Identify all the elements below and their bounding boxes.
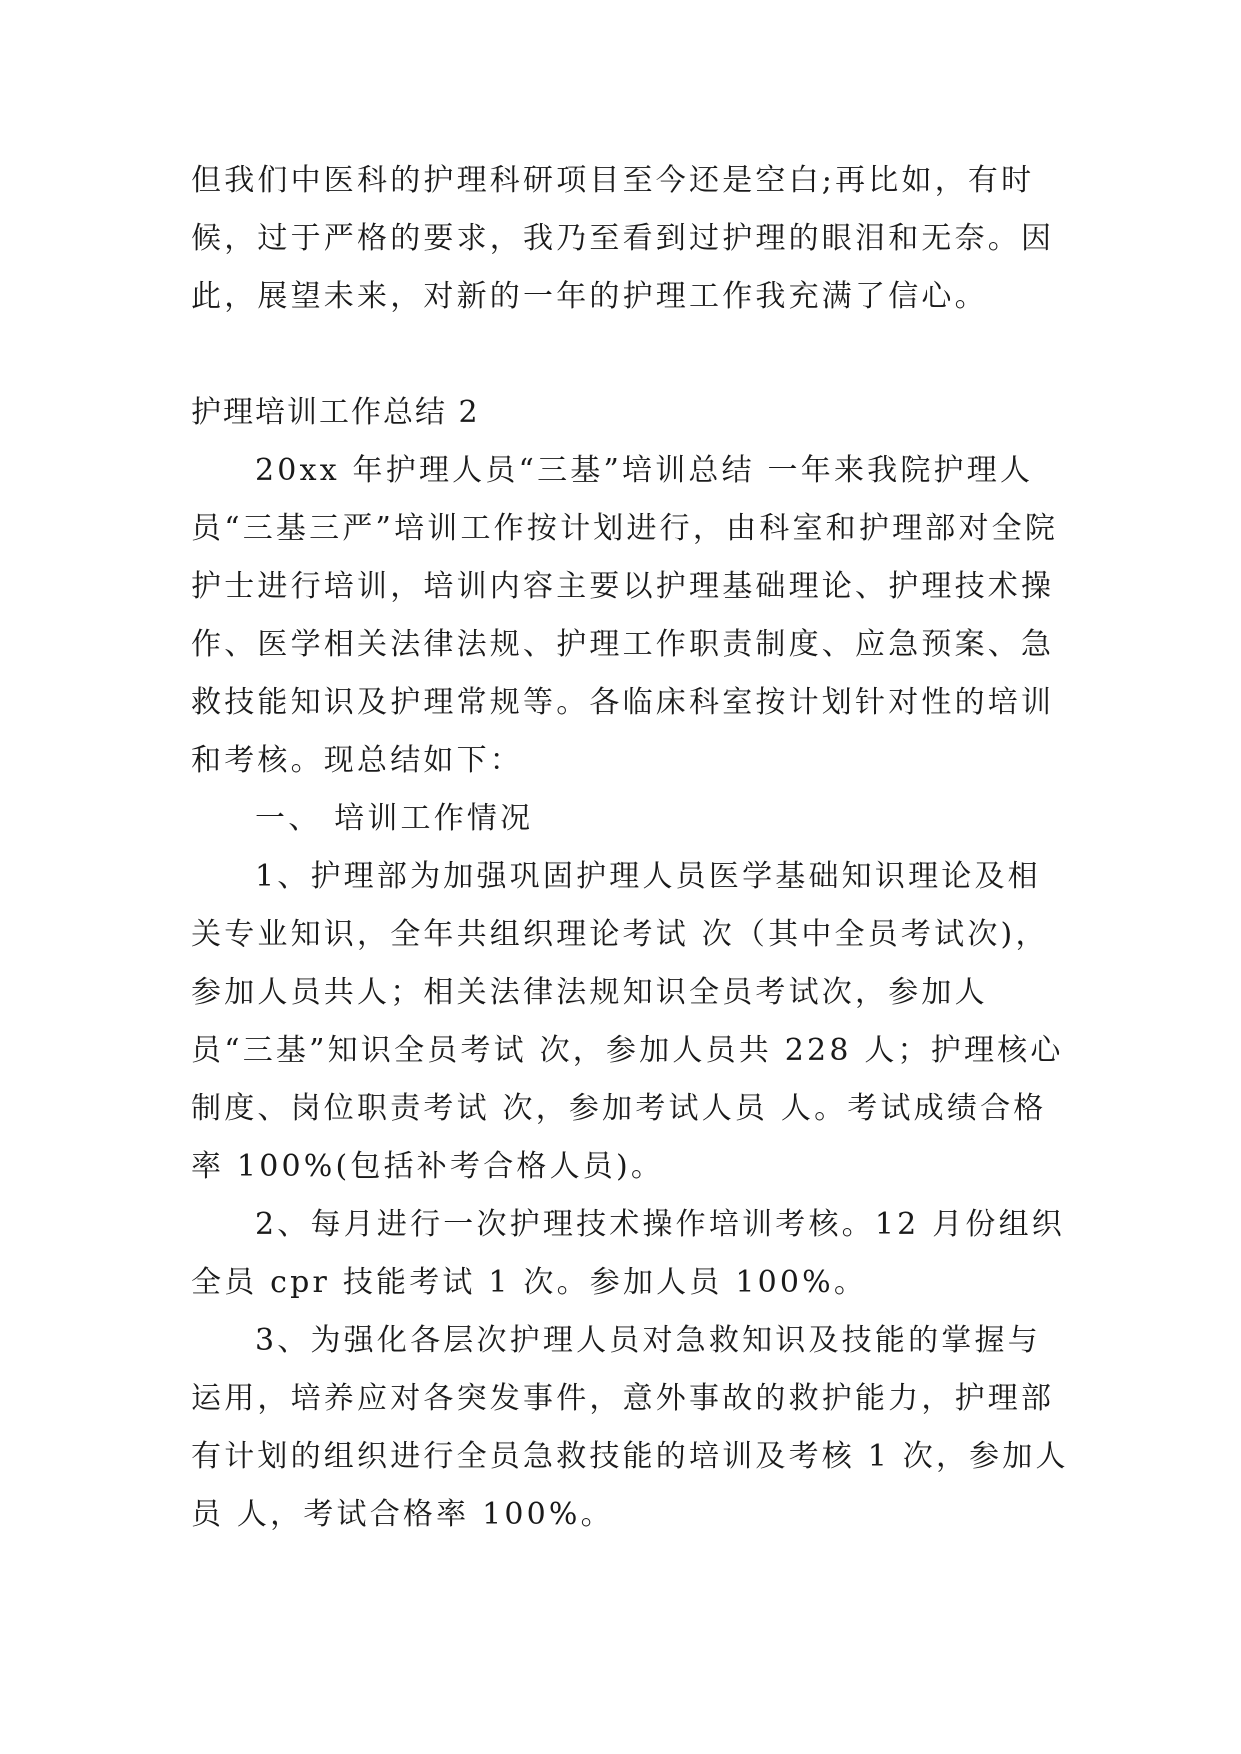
paragraph-item-1: 1、护理部为加强巩固护理人员医学基础知识理论及相关专业知识，全年共组织理论考试 次（其中全员考试次)，参加人员共人；相关法律法规知识全员考试次，参加人员“三基”知识全员考试 次，参加人员共 228 人；护理核心制度、岗位职责考试 次，参加考试人员 人。考试成绩合格率 100%(包括补考合格人员)。 bbox=[191, 859, 1064, 1184]
paragraph-item-2: 2、每月进行一次护理技术操作培训考核。12 月份组织全员 cpr 技能考试 1 次。参加人员 100%。 bbox=[191, 1207, 1065, 1300]
document-body bbox=[191, 152, 1071, 1544]
paragraph-intro: 20xx 年护理人员“三基”培训总结 一年来我院护理人员“三基三严”培训工作按计划进行，由科室和护理部对全院护士进行培训，培训内容主要以护理基础理论、护理技术操作、医学相关法律法规、护理工作职责制度、应急预案、急救技能知识及护理常规等。各临床科室按计划针对性的培训和考核。现总结如下： bbox=[191, 453, 1059, 778]
paragraph-conclusion: 但我们中医科的护理科研项目至今还是空白;再比如，有时候，过于严格的要求，我乃至看到过护理的眼泪和无奈。因此，展望未来，对新的一年的护理工作我充满了信心。 bbox=[191, 163, 1055, 314]
paragraph-item-3: 3、为强化各层次护理人员对急救知识及技能的掌握与运用，培养应对各突发事件，意外事故的救护能力，护理部有计划的组织进行全员急救技能的培训及考核 1 次，参加人员 人，考试合格率 100%。 bbox=[191, 1323, 1069, 1532]
subsection-heading: 一、 培训工作情况 bbox=[255, 801, 534, 836]
section-title: 护理培训工作总结 2 bbox=[191, 395, 480, 430]
